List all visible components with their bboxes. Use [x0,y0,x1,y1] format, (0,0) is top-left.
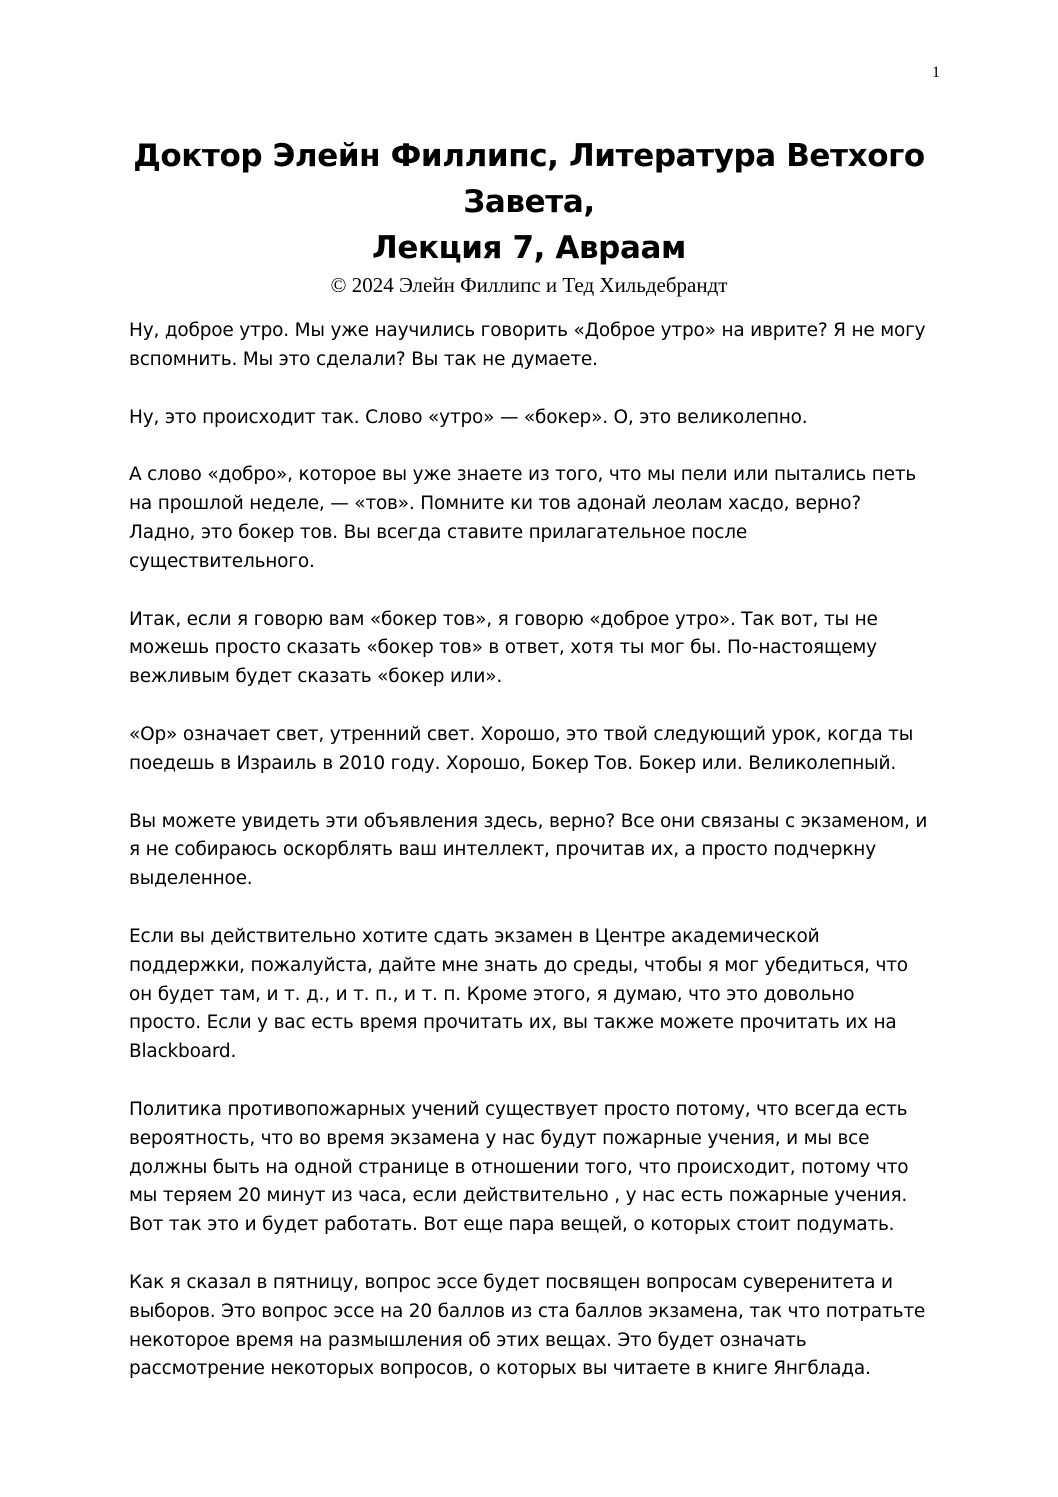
paragraph: Если вы действительно хотите сдать экзамен в Центре академической поддержки, пожалуйста, дайте мне знать до среды, чтобы я мог убедиться, что он будет там, и т. д., и т. п., и т. п. Кроме этого, я думаю, что это довольно просто. Если у вас есть время прочитать их, вы также можете прочитать их на Blackboard. [129,925,908,1063]
title-line-2: Завета, [463,184,595,220]
paragraph: А слово «добро», которое вы уже знаете из того, что мы пели или пытались петь на прошлой неделе, — «тов». Помните ки тов адонай леолам хасдо, верно? Ладно, это бокер тов. Вы всегда ставите прилагательное после существительного. [129,464,917,572]
paragraph: «Ор» означает свет, утренний свет. Хорошо, это твой следующий урок, когда ты поедешь в Израиль в 2010 году. Хорошо, Бокер Тов. Бокер или. Великолепный. [129,723,914,774]
title-line-1: Доктор Элейн Филлипс, Литература Ветхого [133,138,925,174]
paragraph: Политика противопожарных учений существует просто потому, что всегда есть вероятность, что во время экзамена у нас будут пожарные учения, и мы все должны быть на одной странице в отношении того, что происходит, потому что мы теряем 20 минут из часа, если действительно , у нас есть пожарные учения. Вот так это и будет работать. Вот еще пара вещей, о которых стоит подумать. [129,1098,909,1236]
lecture-body [129,317,929,1413]
paragraph: Как я сказал в пятницу, вопрос эссе будет посвящен вопросам суверенитета и выборов. Это вопрос эссе на 20 баллов из ста баллов экзамена, так что потратьте некоторое время на размышления об этих вещах. Это будет означать рассмотрение некоторых вопросов, о которых вы читаете в книге Янгблада. [129,1271,926,1380]
paragraph: Итак, если я говорю вам «бокер тов», я говорю «доброе утро». Так вот, ты не можешь просто сказать «бокер тов» в ответ, хотя ты мог бы. По-настоящему вежливым будет сказать «бокер или». [129,608,878,688]
document-header [100,133,958,299]
copyright-line: © 2024 Элейн Филлипс и Тед Хильдебрандт [330,273,728,297]
paragraph: Вы можете увидеть эти объявления здесь, верно? Все они связаны с экзаменом, и я не собираюсь оскорблять ваш интеллект, прочитав их, а просто подчеркну выделенное. [129,810,928,890]
paragraph: Ну, это происходит так. Слово «утро» — «бокер». О, это великолепно. [129,406,808,428]
page-number: 1 [932,64,940,81]
title-line-3: Лекция 7, Авраам [372,230,686,266]
paragraph: Ну, доброе утро. Мы уже научились говорить «Доброе утро» на иврите? Я не могу вспомнить. Мы это сделали? Вы так не думаете. [129,320,926,370]
